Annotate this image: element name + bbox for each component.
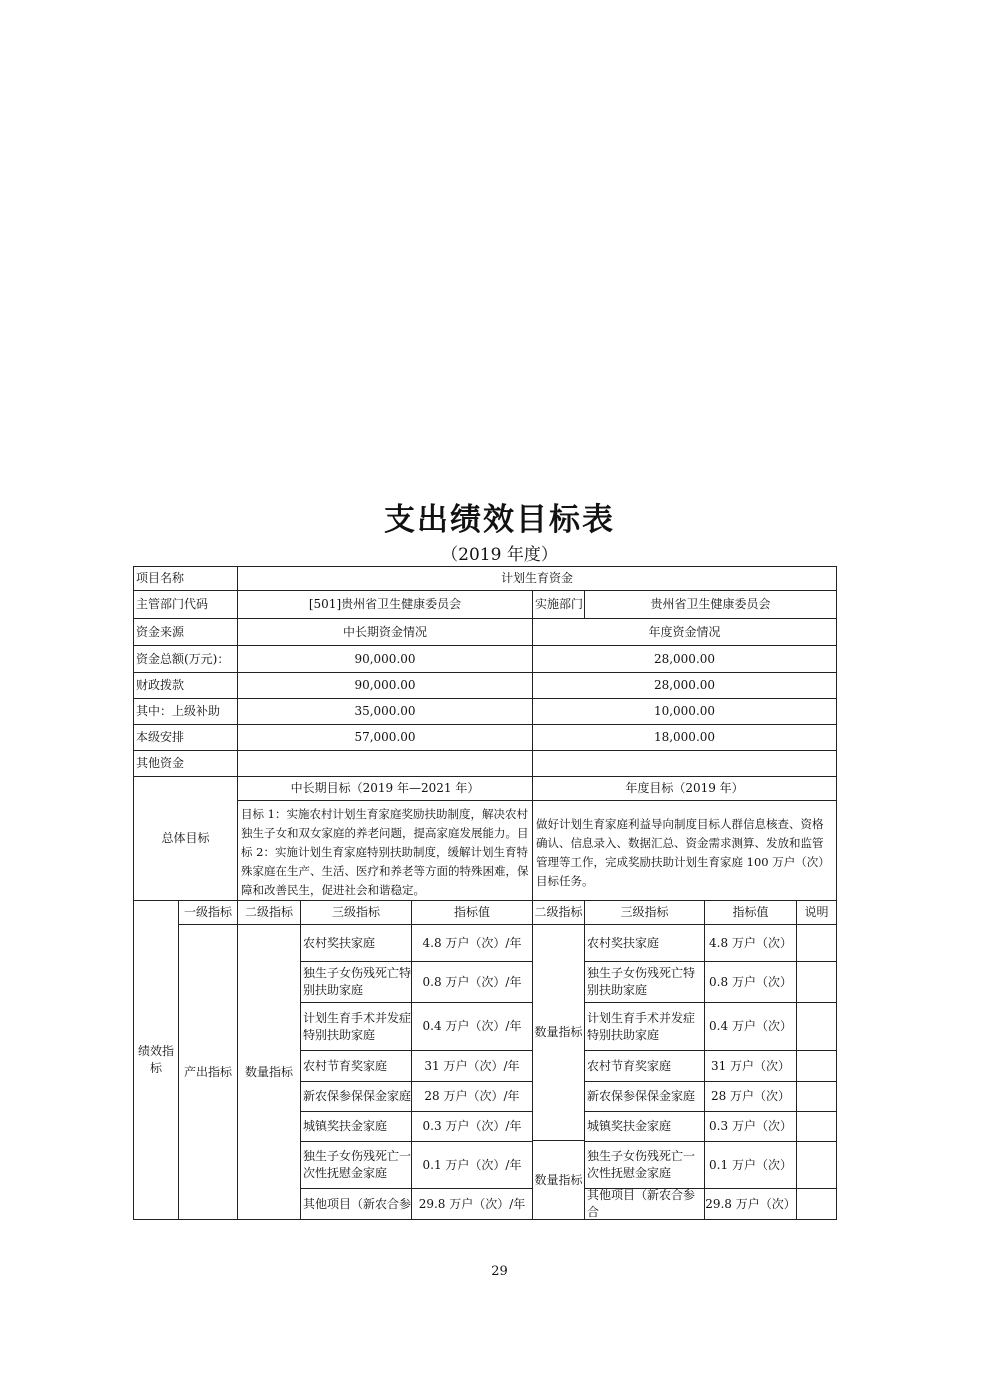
note-cell — [796, 1050, 837, 1082]
impl-dept-value: 贵州省卫生健康委员会 — [584, 590, 837, 619]
header-value: 指标值 — [411, 900, 533, 925]
note-cell — [796, 1002, 837, 1051]
mid-indicator-value: 4.8 万户（次）/年 — [411, 924, 533, 962]
label-dept-code: 主管部门代码 — [133, 590, 238, 619]
local-mid: 57,000.00 — [237, 724, 533, 751]
label-local: 本级安排 — [133, 724, 238, 751]
mid-term-header: 中长期资金情况 — [237, 618, 533, 646]
label-project-name: 项目名称 — [133, 566, 238, 591]
mid-indicator-name: 农村节育奖家庭 — [300, 1050, 412, 1082]
project-name-value: 计划生育资金 — [237, 566, 837, 591]
annual-indicator-name: 农村奖扶家庭 — [584, 924, 705, 962]
quantity-indicator-label-annual-2: 数量指标 — [532, 1140, 585, 1220]
annual-goal-text: 做好计划生育家庭利益导向制度目标人群信息核查、资格确认、信息录入、数据汇总、资金需求测算、发放和监管管理等工作，完成奖励扶助计划生育家庭 100 万户（次）目标任务。 — [532, 800, 837, 901]
mid-indicator-value: 0.3 万户（次）/年 — [411, 1111, 533, 1142]
annual-indicator-value: 28 万户（次） — [704, 1081, 797, 1112]
annual-indicator-name: 农村节育奖家庭 — [584, 1050, 705, 1082]
annual-indicator-name: 城镇奖扶金家庭 — [584, 1111, 705, 1142]
header-level2: 二级指标 — [237, 900, 301, 925]
mid-indicator-value: 0.4 万户（次）/年 — [411, 1002, 533, 1051]
mid-indicator-value: 28 万户（次）/年 — [411, 1081, 533, 1112]
label-overall-goal: 总体目标 — [133, 776, 238, 901]
page-title: 支出绩效目标表 — [384, 502, 615, 538]
header-level3-annual: 三级指标 — [584, 900, 705, 925]
mid-indicator-value: 0.8 万户（次）/年 — [411, 961, 533, 1003]
local-annual: 18,000.00 — [532, 724, 837, 751]
mid-goal-header: 中长期目标（2019 年—2021 年） — [237, 776, 533, 801]
annual-indicator-value: 29.8 万户（次） — [704, 1188, 797, 1220]
annual-header: 年度资金情况 — [532, 618, 837, 646]
mid-indicator-name: 计划生育手术并发症特别扶助家庭 — [300, 1002, 412, 1051]
annual-goal-header: 年度目标（2019 年） — [532, 776, 837, 801]
mid-indicator-name: 独生子女伤残死亡特别扶助家庭 — [300, 961, 412, 1003]
mid-indicator-name: 独生子女伤残死亡一次性抚慰金家庭 — [300, 1141, 412, 1189]
annual-indicator-value: 0.8 万户（次） — [704, 961, 797, 1003]
other-annual — [532, 750, 837, 777]
annual-indicator-value: 0.1 万户（次） — [704, 1141, 797, 1189]
header-note: 说明 — [796, 900, 837, 925]
note-cell — [796, 1188, 837, 1220]
note-cell — [796, 1141, 837, 1189]
total-annual: 28,000.00 — [532, 645, 837, 673]
header-level3: 三级指标 — [300, 900, 412, 925]
mid-goal-text: 目标 1：实施农村计划生育家庭奖励扶助制度，解决农村独生子女和双女家庭的养老问题，提高家庭发展能力。目标 2：实施计划生育家庭特别扶助制度，缓解计划生育特殊家庭在生产、生活、医疗和养老等方面的特殊困难，保障和改善民生，促进社会和谐稳定。 — [237, 800, 533, 901]
annual-indicator-value: 0.4 万户（次） — [704, 1002, 797, 1051]
label-fund-source: 资金来源 — [133, 618, 238, 646]
mid-indicator-value: 29.8 万户（次）/年 — [411, 1188, 533, 1220]
superior-annual: 10,000.00 — [532, 698, 837, 725]
page-number: 29 — [491, 1264, 508, 1279]
annual-indicator-name: 新农保参保保金家庭 — [584, 1081, 705, 1112]
header-level2-annual: 二级指标 — [532, 900, 585, 925]
label-total: 资金总额(万元)： — [133, 645, 238, 673]
superior-mid: 35,000.00 — [237, 698, 533, 725]
header-level1: 一级指标 — [178, 900, 238, 925]
label-fiscal: 财政拨款 — [133, 672, 238, 699]
annual-indicator-name: 独生子女伤残死亡一次性抚慰金家庭 — [584, 1141, 705, 1189]
output-indicator-label: 产出指标 — [178, 924, 238, 1220]
note-cell — [796, 924, 837, 962]
quantity-indicator-label-annual: 数量指标 — [532, 924, 585, 1141]
note-cell — [796, 1111, 837, 1142]
other-mid — [237, 750, 533, 777]
annual-indicator-name: 计划生育手术并发症特别扶助家庭 — [584, 1002, 705, 1051]
annual-indicator-value: 0.3 万户（次） — [704, 1111, 797, 1142]
annual-indicator-value: 31 万户（次） — [704, 1050, 797, 1082]
note-cell — [796, 961, 837, 1003]
label-superior: 其中：上级补助 — [133, 698, 238, 725]
page-subtitle: （2019 年度） — [441, 545, 558, 565]
mid-indicator-name: 新农保参保保金家庭 — [300, 1081, 412, 1112]
label-perf-indicator: 绩效指标 — [133, 900, 179, 1220]
quantity-indicator-label: 数量指标 — [237, 924, 301, 1220]
mid-indicator-value: 0.1 万户（次）/年 — [411, 1141, 533, 1189]
mid-indicator-name: 城镇奖扶金家庭 — [300, 1111, 412, 1142]
annual-indicator-name: 其他项目（新农合参合 — [584, 1188, 705, 1220]
mid-indicator-value: 31 万户（次）/年 — [411, 1050, 533, 1082]
total-mid: 90,000.00 — [237, 645, 533, 673]
label-impl-dept: 实施部门 — [532, 590, 585, 619]
label-other: 其他资金 — [133, 750, 238, 777]
mid-indicator-name: 农村奖扶家庭 — [300, 924, 412, 962]
mid-indicator-name: 其他项目（新农合参 — [300, 1188, 412, 1220]
note-cell — [796, 1081, 837, 1112]
header-value-annual: 指标值 — [704, 900, 797, 925]
performance-table — [133, 566, 837, 1220]
fiscal-mid: 90,000.00 — [237, 672, 533, 699]
annual-indicator-value: 4.8 万户（次） — [704, 924, 797, 962]
annual-indicator-name: 独生子女伤残死亡特别扶助家庭 — [584, 961, 705, 1003]
dept-code-value: [501]贵州省卫生健康委员会 — [237, 590, 533, 619]
fiscal-annual: 28,000.00 — [532, 672, 837, 699]
